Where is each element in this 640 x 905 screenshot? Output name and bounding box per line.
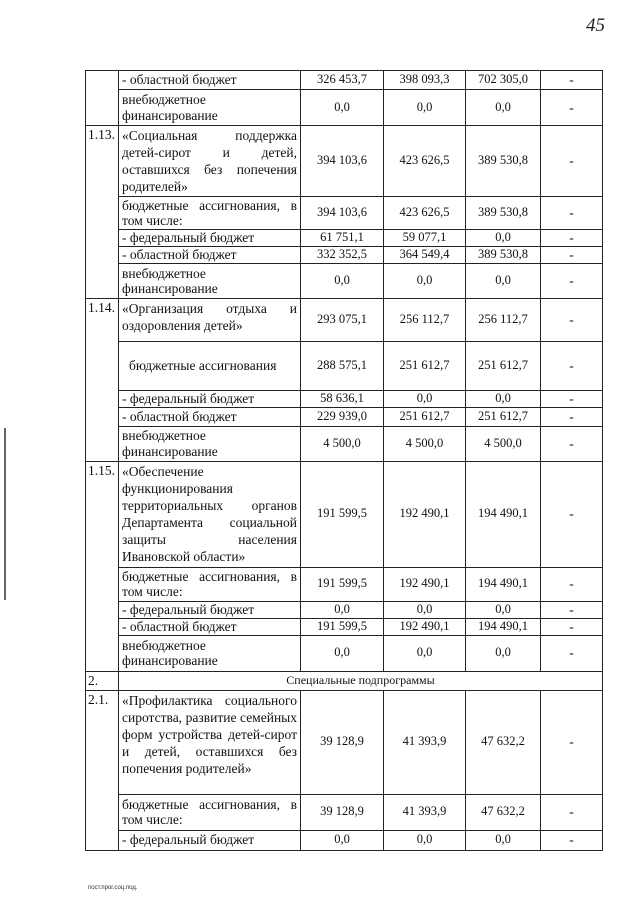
- value-col-2: 41 393,9: [384, 794, 466, 830]
- budget-table: [85, 70, 603, 851]
- item-number: [86, 71, 119, 126]
- scan-artifact-line: [4, 428, 6, 600]
- value-col-4: -: [541, 426, 603, 461]
- value-col-1: 58 636,1: [301, 391, 384, 408]
- table-row: [86, 71, 603, 90]
- value-col-4: -: [541, 126, 603, 197]
- value-col-2: 4 500,0: [384, 426, 466, 461]
- value-col-2: 192 490,1: [384, 618, 466, 635]
- value-col-2: 0,0: [384, 830, 466, 850]
- value-col-4: -: [541, 90, 603, 126]
- value-col-1: 0,0: [301, 601, 384, 618]
- table-row: [86, 299, 603, 342]
- table-row: [86, 690, 603, 794]
- value-col-2: 423 626,5: [384, 197, 466, 230]
- section-title: Специальные подпрограммы: [119, 671, 603, 690]
- value-col-3: 194 490,1: [466, 461, 541, 567]
- value-col-4: -: [541, 830, 603, 850]
- value-col-2: 423 626,5: [384, 126, 466, 197]
- value-col-2: 192 490,1: [384, 461, 466, 567]
- row-label: внебюджетное финансирование: [119, 90, 301, 126]
- value-col-2: 192 490,1: [384, 567, 466, 601]
- row-label: внебюджетное финансирование: [119, 426, 301, 461]
- row-label: - федеральный бюджет: [119, 601, 301, 618]
- value-col-3: 47 632,2: [466, 690, 541, 794]
- table-row: [86, 567, 603, 601]
- value-col-4: -: [541, 71, 603, 90]
- value-col-1: 0,0: [301, 830, 384, 850]
- value-col-4: -: [541, 794, 603, 830]
- value-col-4: -: [541, 230, 603, 247]
- value-col-4: -: [541, 567, 603, 601]
- row-label: бюджетные ассигнования: [119, 342, 301, 391]
- table-row: [86, 601, 603, 618]
- value-col-3: 389 530,8: [466, 197, 541, 230]
- value-col-3: 47 632,2: [466, 794, 541, 830]
- value-col-3: 389 530,8: [466, 126, 541, 197]
- value-col-4: -: [541, 264, 603, 299]
- value-col-3: 194 490,1: [466, 567, 541, 601]
- row-label: - федеральный бюджет: [119, 391, 301, 408]
- value-col-1: 332 352,5: [301, 247, 384, 264]
- row-label: - федеральный бюджет: [119, 230, 301, 247]
- value-col-3: 251 612,7: [466, 407, 541, 426]
- value-col-4: -: [541, 391, 603, 408]
- value-col-4: -: [541, 407, 603, 426]
- value-col-2: 0,0: [384, 264, 466, 299]
- row-label: бюджетные ассигнования, в том числе:: [119, 567, 301, 601]
- value-col-1: 4 500,0: [301, 426, 384, 461]
- value-col-4: -: [541, 342, 603, 391]
- value-col-3: 0,0: [466, 264, 541, 299]
- value-col-2: 251 612,7: [384, 342, 466, 391]
- row-label: - областной бюджет: [119, 247, 301, 264]
- value-col-1: 326 453,7: [301, 71, 384, 90]
- table-row: [86, 618, 603, 635]
- value-col-4: -: [541, 461, 603, 567]
- table-row: [86, 230, 603, 247]
- value-col-2: 256 112,7: [384, 299, 466, 342]
- value-col-1: 191 599,5: [301, 567, 384, 601]
- value-col-4: -: [541, 618, 603, 635]
- value-col-1: 229 939,0: [301, 407, 384, 426]
- value-col-3: 0,0: [466, 830, 541, 850]
- value-col-1: 394 103,6: [301, 197, 384, 230]
- table-row: [86, 90, 603, 126]
- row-label: - областной бюджет: [119, 618, 301, 635]
- table-row: [86, 635, 603, 671]
- row-label: бюджетные ассигнования, в том числе:: [119, 794, 301, 830]
- table-row: [86, 197, 603, 230]
- value-col-1: 0,0: [301, 264, 384, 299]
- value-col-1: 191 599,5: [301, 618, 384, 635]
- item-number: 2.1.: [86, 690, 119, 850]
- table-row: [86, 426, 603, 461]
- value-col-2: 364 549,4: [384, 247, 466, 264]
- value-col-1: 191 599,5: [301, 461, 384, 567]
- table-row: [86, 407, 603, 426]
- value-col-4: -: [541, 601, 603, 618]
- value-col-4: -: [541, 299, 603, 342]
- table-row: [86, 264, 603, 299]
- row-title: «Профилактика социального сиротства, развитие семейных форм устройства детей-сирот и детей, оставшихся без попечения родителей»: [119, 690, 301, 794]
- value-col-3: 4 500,0: [466, 426, 541, 461]
- page-number: 45: [586, 15, 605, 36]
- value-col-3: 0,0: [466, 635, 541, 671]
- row-label: внебюджетное финансирование: [119, 264, 301, 299]
- value-col-4: -: [541, 635, 603, 671]
- value-col-2: 41 393,9: [384, 690, 466, 794]
- value-col-4: -: [541, 690, 603, 794]
- value-col-2: 0,0: [384, 90, 466, 126]
- value-col-2: 0,0: [384, 601, 466, 618]
- value-col-1: 61 751,1: [301, 230, 384, 247]
- value-col-3: 194 490,1: [466, 618, 541, 635]
- value-col-2: 0,0: [384, 391, 466, 408]
- row-label: - федеральный бюджет: [119, 830, 301, 850]
- table-row: [86, 247, 603, 264]
- row-label: - областной бюджет: [119, 71, 301, 90]
- value-col-1: 39 128,9: [301, 794, 384, 830]
- value-col-3: 0,0: [466, 391, 541, 408]
- value-col-2: 59 077,1: [384, 230, 466, 247]
- value-col-4: -: [541, 197, 603, 230]
- row-title: «Социальная поддержка детей-сирот и детей, оставшихся без попечения родителей»: [119, 126, 301, 197]
- value-col-2: 0,0: [384, 635, 466, 671]
- value-col-4: -: [541, 247, 603, 264]
- item-number: 1.15.: [86, 461, 119, 671]
- row-title: «Обеспечение функционирования территориальных органов Департамента социальной защиты населения Ивановской области»: [119, 461, 301, 567]
- table-row: [86, 794, 603, 830]
- table-row: [86, 830, 603, 850]
- table-row: [86, 126, 603, 197]
- value-col-3: 251 612,7: [466, 342, 541, 391]
- row-label: внебюджетное финансирование: [119, 635, 301, 671]
- footer-note: пост.прог.соц.под.: [88, 885, 138, 891]
- value-col-1: 394 103,6: [301, 126, 384, 197]
- value-col-2: 251 612,7: [384, 407, 466, 426]
- value-col-1: 0,0: [301, 635, 384, 671]
- value-col-3: 256 112,7: [466, 299, 541, 342]
- row-label: - областной бюджет: [119, 407, 301, 426]
- value-col-1: 288 575,1: [301, 342, 384, 391]
- value-col-1: 293 075,1: [301, 299, 384, 342]
- value-col-3: 702 305,0: [466, 71, 541, 90]
- table-row: [86, 461, 603, 567]
- value-col-1: 39 128,9: [301, 690, 384, 794]
- item-number: 1.13.: [86, 126, 119, 299]
- section-row: [86, 671, 603, 690]
- row-title: «Организация отдыха и оздоровления детей»: [119, 299, 301, 342]
- value-col-1: 0,0: [301, 90, 384, 126]
- value-col-3: 389 530,8: [466, 247, 541, 264]
- table-row: [86, 342, 603, 391]
- value-col-3: 0,0: [466, 230, 541, 247]
- value-col-3: 0,0: [466, 90, 541, 126]
- table-row: [86, 391, 603, 408]
- row-label: бюджетные ассигнования, в том числе:: [119, 197, 301, 230]
- item-number: 1.14.: [86, 299, 119, 462]
- value-col-2: 398 093,3: [384, 71, 466, 90]
- value-col-3: 0,0: [466, 601, 541, 618]
- section-number: 2.: [86, 671, 119, 690]
